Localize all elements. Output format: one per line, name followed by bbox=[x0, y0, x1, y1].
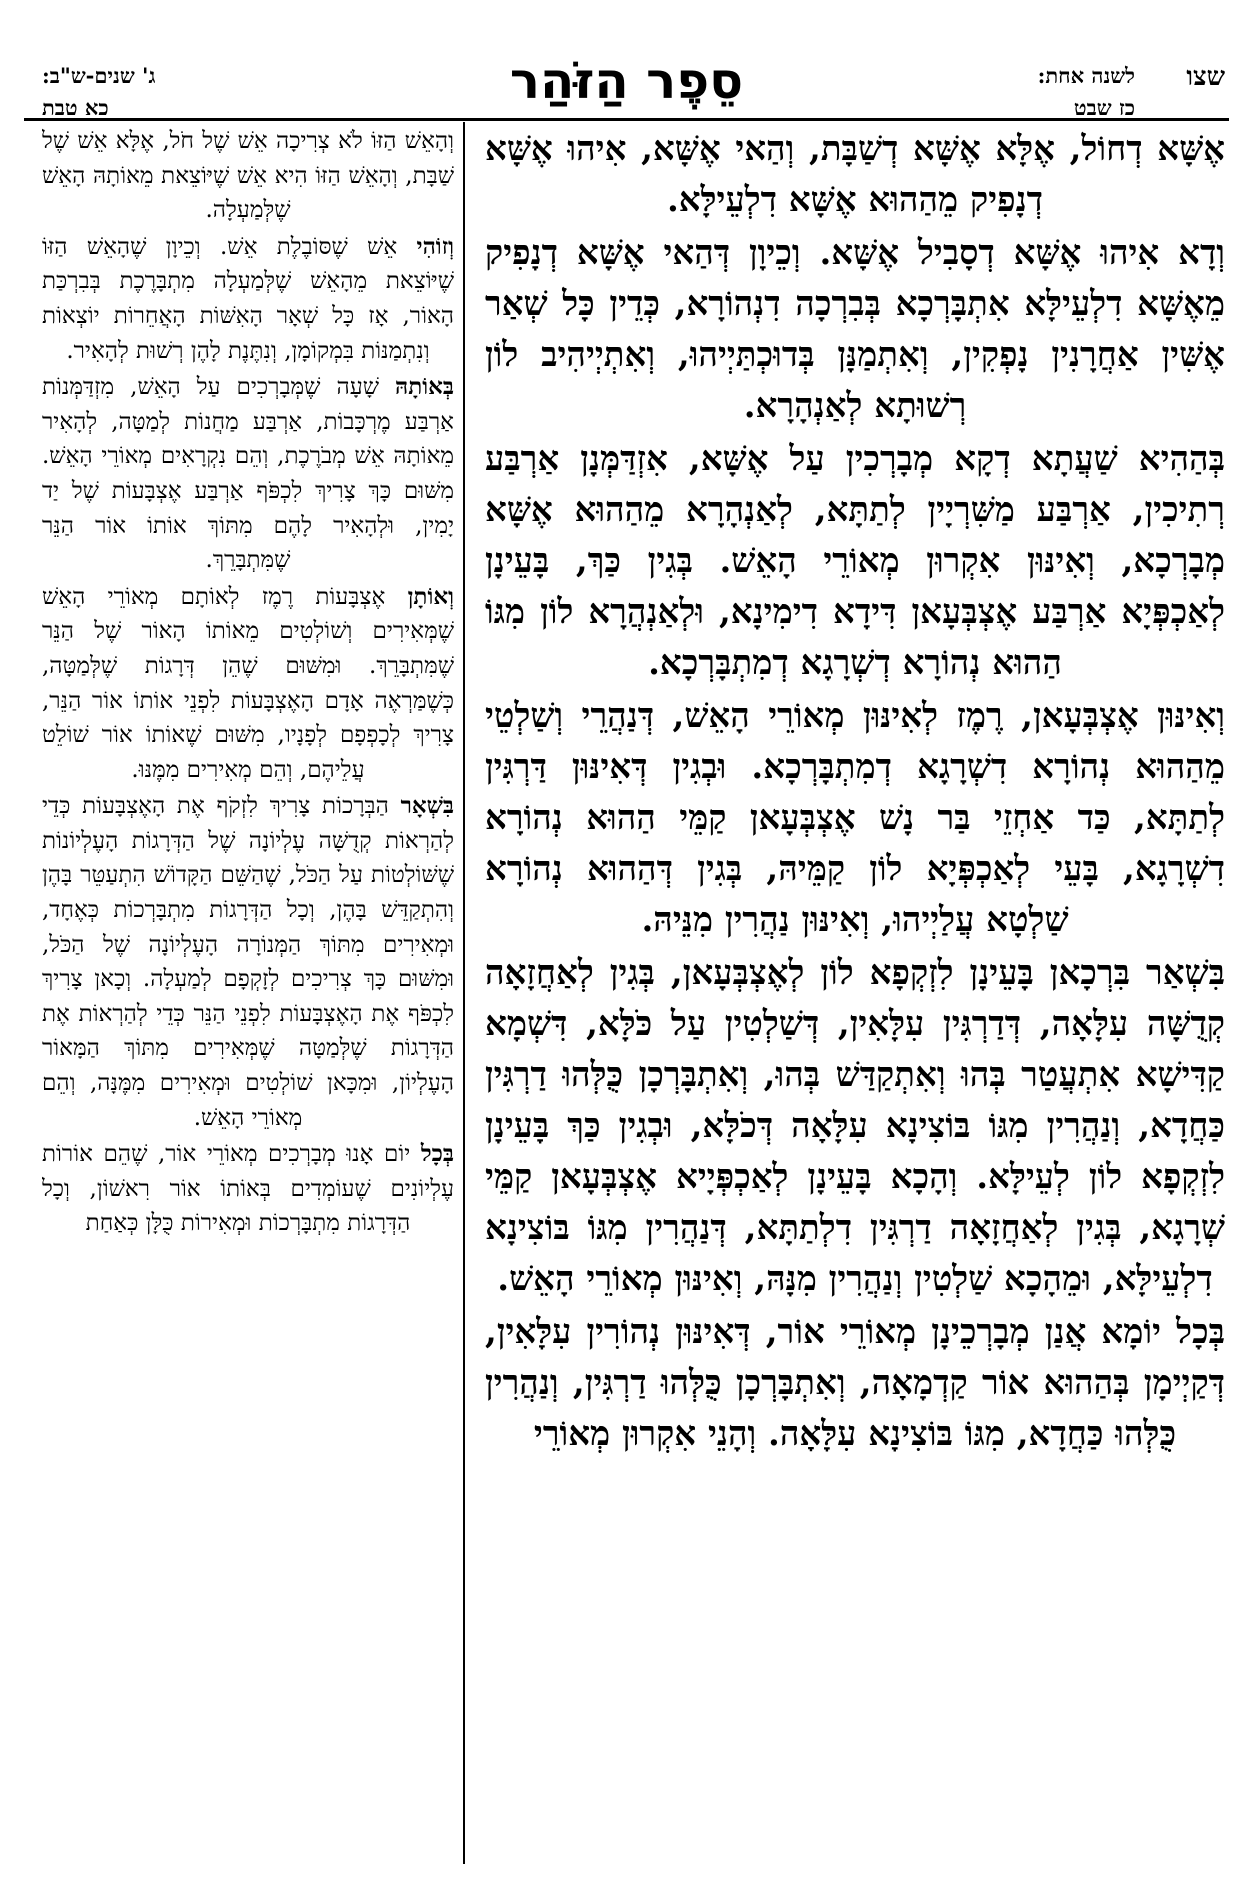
translation-paragraph bbox=[42, 789, 454, 1135]
translation-paragraph bbox=[42, 230, 454, 368]
translation-paragraph bbox=[42, 1137, 454, 1241]
paragraph-lead-word: אֶשָּׁא bbox=[1157, 129, 1225, 169]
main-paragraph bbox=[485, 691, 1225, 946]
page-title: סֵפֶר הַזֹּהַר bbox=[509, 52, 744, 110]
paragraph-lead-word: בְּאוֹתָהּ bbox=[395, 373, 454, 401]
paragraph-lead-word: וְאִינּוּן bbox=[1157, 696, 1225, 736]
header-left-line2: כא טבת bbox=[42, 95, 109, 120]
main-paragraph bbox=[485, 228, 1225, 432]
paragraph-text: אֶצְבְּעָאן, רֶמֶז לְאִינּוּן מְאוֹרֵי הָאֵשׁ, דְּנַהֲרֵי וְשַׁלְטֵי מֵהַהוּא נְהוֹרָא דִשְׁרָגָא דְמִתְבָּרְכָא. וּבְגִין דְּאִינּוּן דַּרְגִּין לְתַתָּא, כַּד אַחְזֵי בַּר נָשׁ אֶצְבְּעָאן קַמֵּי הַהוּא נְהוֹרָא דִשְׁרָגָא, בָּעֵי לְאַכְפְּיָא לוֹן קַמֵּיהּ, בְּגִין דְּהַהוּא נְהוֹרָא שַׁלְטָא עֲלַיְיהוּ, וְאִינּוּן נַהֲרִין מִנֵּיהּ. bbox=[485, 696, 1225, 940]
main-paragraph bbox=[485, 1307, 1225, 1460]
translation-paragraph bbox=[42, 370, 454, 578]
paragraph-lead-word: בְּכָל bbox=[1176, 1312, 1225, 1352]
header-study-schedule-left bbox=[42, 60, 155, 124]
page-number: שצו bbox=[1186, 62, 1225, 92]
paragraph-lead-word: וְדָא bbox=[1178, 233, 1225, 273]
paragraph-text: שַׁעֲתָא דְקָא מְבָרְכִין עַל אֶשָּׁא, אִזְדַּמְּנָן אַרְבַּע רְתִיכִין, אַרְבַּע מַשִּׁרְיָין לְתַתָּא, לְאַנְהָרָא מֵהַהוּא אֶשָּׁא מְבָרְכָא, וְאִינּוּן אִקְרוּן מְאוֹרֵי הָאֵשׁ. בְּגִין כַּךְ, בָּעֵינָן לְאַכְפְּיָא אַרְבַּע אֶצְבְּעָאן דִּידָא דִימִינָא, וּלְאַנְהֲרָא לוֹן מִגּוֹ הַהוּא נְהוֹרָא דְשְׁרָגָא דְמִתְבָּרְכָא. bbox=[485, 439, 1225, 683]
paragraph-text: יוֹמָא אֲנַן מְבָרְכֵינָן מְאוֹרֵי אוֹר, דְּאִינּוּן נְהוֹרִין עִלָּאִין, דְּקַיְימָן בְּהַהוּא אוֹר קַדְמָאָה, וְאִתְבָּרְכָן כֻּלְּהוּ דַרְגִּין, וְנַהֲרִין כֻּלְּהוּ כַּחֲדָא, מִגּוֹ בּוֹצִינָא עִלָּאָה. וְהָנֵי אִקְרוּן מְאוֹרֵי bbox=[485, 1312, 1225, 1454]
paragraph-text: וְהָאֵשׁ הַזּוֹ לֹא צְרִיכָה אֵשׁ שֶׁל חֹל, אֶלָּא אֵשׁ שֶׁל שַׁבָּת, וְהָאֵשׁ הַזּוֹ הִיא אֵשׁ שֶׁיּוֹצֵאת מֵאוֹתָהּ הָאֵשׁ שֶׁלְּמַעְלָה. bbox=[42, 128, 454, 224]
header-divider bbox=[24, 118, 1229, 121]
header-right-line2: כז שבט bbox=[1073, 95, 1135, 120]
paragraph-lead-word: בִּשְׁאַר bbox=[1146, 953, 1225, 993]
header-left-line1: ג' שנים-ש"ב: bbox=[42, 63, 156, 88]
paragraph-text: בִּרְכָאן בָּעֵינָן לִזְקְפָא לוֹן לְאֶצְבְּעָאן, בְּגִין לְאַחֲזָאָה קְדֻשָּׁה עִלָּאָה, דְּדַרְגִּין עִלָּאִין, דְּשַׁלְטִין עַל כֹּלָּא, דִּשְׁמָא קַדִּישָׁא אִתְעֲטַר בְּהוּ וְאִתְקַדַּשׁ בְּהוּ, וְאִתְבָּרְכָן כֻּלְּהוּ דַרְגִּין כַּחֲדָא, וְנַהֲרִין מִגּוֹ בּוֹצִינָא עִלָּאָה דְּכֹלָּא, וּבְגִין כַּךְ בָּעֵינָן לִזְקְפָא לוֹן לְעֵילָּא. וְהָכָא בָּעֵינָן לְאַכְפְּיָיא אֶצְבְּעָאן קַמֵּי שְׁרָגָא, בְּגִין לְאַחֲזָאָה דַרְגִּין דִלְתַתָּא, דְּנַהֲרִין מִגּוֹ בּוֹצִינָא דִלְעֵילָּא, וּמֵהָכָא שַׁלְטִין וְנַהֲרִין מִנָּהּ, וְאִינּוּן מְאוֹרֵי הָאֵשׁ. bbox=[485, 953, 1225, 1299]
paragraph-lead-word: וְזוֹהִי bbox=[416, 232, 454, 260]
paragraph-lead-word: בְּכָל bbox=[420, 1140, 454, 1168]
header-right-line1: לשנה אחת: bbox=[1037, 63, 1135, 88]
paragraph-lead-word: וְאוֹתָן bbox=[407, 582, 454, 610]
paragraph-text: אֶצְבָּעוֹת רֶמֶז לְאוֹתָם מְאוֹרֵי הָאֵשׁ שֶׁמְּאִירִים וְשׁוֹלְטִים מֵאוֹתוֹ הָאוֹר שֶׁל הַנֵּר שֶׁמִּתְבָּרֵךְ. וּמִשּׁוּם שֶׁהֵן דְּרָגוֹת שֶׁלְּמַטָּה, כְּשֶׁמַּרְאֶה אָדָם הָאֶצְבָּעוֹת לִפְנֵי אוֹתוֹ אוֹר הַנֵּר, צָרִיךְ לְכָפְפָם לְפָנָיו, מִשּׁוּם שֶׁאוֹתוֹ אוֹר שׁוֹלֵט עֲלֵיהֶם, וְהֵם מְאִירִים מִמֶּנּוּ. bbox=[42, 583, 454, 783]
main-paragraph bbox=[485, 124, 1225, 226]
paragraph-text: אִיהוּ אֶשָּׁא דְסָבִיל אֶשָּׁא. וְכֵיוָן דְּהַאי אֶשָּׁא דְנָפִיק מֵאֶשָּׁא דִלְעֵילָּא אִתְבָּרְכָא בְּבִרְכָה דִנְהוֹרָא, כְּדֵין כָּל שְׁאַר אֶשִּׁין אַחֲרָנִין נָפְקִין, וְאִתְמַנָּן בְּדוּכְתַּיְיהוּ, וְאִתְיְיהִיב לוֹן רְשׁוּתָא לְאַנְהָרָא. bbox=[485, 233, 1225, 426]
translation-paragraph bbox=[42, 580, 454, 788]
main-paragraph bbox=[485, 948, 1225, 1305]
paragraph-lead-word: בִּשְׁאָר bbox=[400, 792, 454, 820]
paragraph-text: יוֹם אָנוּ מְבָרְכִים מְאוֹרֵי אוֹר, שֶׁהֵם אוֹרוֹת עֶלְיוֹנִים שֶׁעוֹמְדִים בְּאוֹתוֹ אוֹר רִאשׁוֹן, וְכָל הַדְּרָגוֹת מִתְבָּרְכוֹת וּמְאִירוֹת כֻּלָּן כְּאַחַת bbox=[42, 1141, 454, 1237]
paragraph-text: הַבְּרָכוֹת צָרִיךְ לִזְקֹף אֶת הָאֶצְבָּעוֹת כְּדֵי לְהַרְאוֹת קְדֻשָּׁה עֶלְיוֹנָה שֶׁל הַדְּרָגוֹת הָעֶלְיוֹנוֹת שֶׁשּׁוֹלְטוֹת עַל הַכֹּל, שֶׁהַשֵּׁם הַקָּדוֹשׁ הִתְעַטֵּר בָּהֶן וְהִתְקַדֵּשׁ בָּהֶן, וְכָל הַדְּרָגוֹת מִתְבָּרְכוֹת כְּאֶחָד, וּמְאִירִים מִתּוֹךְ הַמְּנוֹרָה הָעֶלְיוֹנָה שֶׁל הַכֹּל, וּמִשּׁוּם כָּךְ צְרִיכִים לְזָקְפָם לְמַעְלָה. וְכָאן צָרִיךְ לִכְפֹּף אֶת הָאֶצְבָּעוֹת לִפְנֵי הַנֵּר כְּדֵי לְהַרְאוֹת אֶת הַדְּרָגוֹת שֶׁלְּמַטָּה שֶׁמְּאִירִים מִתּוֹךְ הַמָּאוֹר הָעֶלְיוֹן, וּמִכָּאן שׁוֹלְטִים וּמְאִירִים מִמֶּנָּה, וְהֵם מְאוֹרֵי הָאֵשׁ. bbox=[42, 793, 454, 1131]
paragraph-text: שָׁעָה שֶׁמְּבָרְכִים עַל הָאֵשׁ, מִזְדַּמְּנוֹת אַרְבַּע מֶרְכָּבוֹת, אַרְבַּע מַחֲנוֹת לְמַטָּה, לְהָאִיר מֵאוֹתָהּ אֵשׁ מְבֹרֶכֶת, וְהֵם נִקְרָאִים מְאוֹרֵי הָאֵשׁ. מִשּׁוּם כָּךְ צָרִיךְ לִכְפֹּף אַרְבַּע אֶצְבָּעוֹת שֶׁל יַד יָמִין, וּלְהָאִיר לָהֶם מִתּוֹךְ אוֹתוֹ אוֹר הַנֵּר שֶׁמִּתְבָּרֵךְ. bbox=[42, 374, 454, 574]
main-text-column bbox=[485, 124, 1225, 1864]
paragraph-lead-word: בְּהַהִיא bbox=[1138, 439, 1225, 479]
paragraph-text: אֵשׁ שֶׁסּוֹבֶלֶת אֵשׁ. וְכֵיוָן שֶׁהָאֵשׁ הַזּוֹ שֶׁיּוֹצֵאת מֵהָאֵשׁ שֶׁלְּמַעְלָה מִתְבָּרֶכֶת בְּבִרְכַּת הָאוֹר, אָז כָּל שְׁאָר הָאִשּׁוֹת הָאֲחֵרוֹת יוֹצְאוֹת וְנִתְמַנּוֹת בִּמְקוֹמָן, וְנִתֶּנֶת לָהֶן רְשׁוּת לְהָאִיר. bbox=[42, 233, 454, 364]
column-divider bbox=[463, 122, 465, 1864]
main-paragraph bbox=[485, 434, 1225, 689]
translation-column bbox=[42, 124, 454, 1864]
paragraph-text: דְחוֹל, אֶלָּא אֶשָּׁא דְשַׁבָּת, וְהַאי אֶשָּׁא, אִיהוּ אֶשָּׁא דְנָפִיק מֵהַהוּא אֶשָּׁא דִלְעֵילָּא. bbox=[485, 129, 1158, 220]
translation-paragraph bbox=[42, 124, 454, 228]
